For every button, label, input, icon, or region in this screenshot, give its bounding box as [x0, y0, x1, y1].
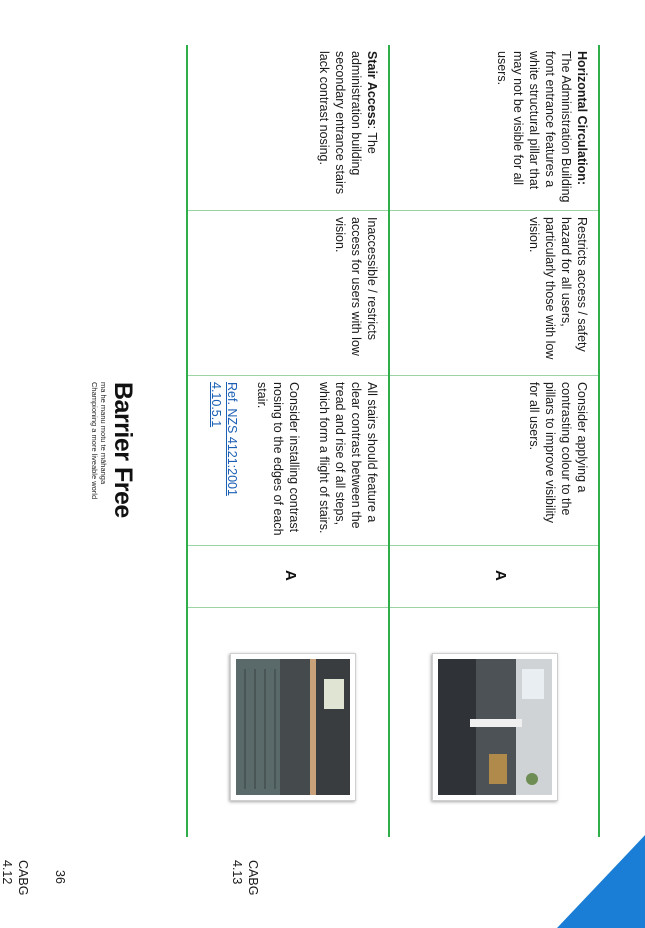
impact-text: Inaccessible / restricts access for users with low vision.	[333, 217, 379, 356]
impact-cell	[188, 210, 388, 375]
row-code: CABG 4.13	[230, 860, 260, 896]
recommendation-cell	[188, 375, 388, 545]
table-row	[186, 45, 390, 837]
pillar-photo-illustration	[438, 659, 552, 795]
row-code: CABG 4.12	[0, 860, 30, 896]
issue-text: : The administration building secondary entrance stairs lack contrast nosing.	[317, 51, 379, 195]
impact-text: Restricts access / safety hazard for all users, particularly those with low vision.	[527, 217, 589, 360]
impact-cell	[388, 210, 598, 375]
recommendation-text: All stairs should feature a clear contrast between the tread and rise of all steps, which form a flight of stairs.	[317, 382, 379, 534]
recommendation-text: Consider applying a contrasting colour to the pillars to improve visibility for all users.	[527, 382, 589, 524]
issue-title: Stair Access	[365, 51, 379, 126]
stairs-photo-illustration	[236, 659, 350, 795]
photo-cell	[388, 607, 598, 837]
logo-maori-tagline: ma he manu motu te māhanga	[99, 382, 108, 485]
logo-name: Barrier Free	[109, 382, 137, 518]
rating-value: A	[492, 570, 509, 581]
issue-cell	[388, 45, 598, 210]
recommendation-text-2: Consider installing contrast nosing to the edges of each stair.	[255, 382, 301, 536]
photo-stairs	[230, 653, 356, 801]
reference-link[interactable]: Ref. NZS 4121:2001 4.10.5.1	[209, 382, 239, 496]
rating-value: A	[282, 570, 299, 581]
issue-text: The Administration Building front entrance features a white structural pillar that may not be visible for all users.	[495, 51, 573, 203]
recommendation-cell	[388, 375, 598, 545]
rating-cell	[188, 545, 388, 607]
corner-accent	[557, 833, 645, 928]
table-row	[388, 45, 600, 837]
logo	[90, 382, 137, 518]
photo-pillar	[432, 653, 558, 801]
logo-tagline: Championing a more liveable world	[90, 382, 99, 500]
photo-cell	[188, 607, 388, 837]
rating-cell	[388, 545, 598, 607]
issue-cell	[188, 45, 388, 210]
issue-title: Horizontal Circulation:	[575, 51, 589, 186]
page-number: 36	[53, 870, 67, 884]
